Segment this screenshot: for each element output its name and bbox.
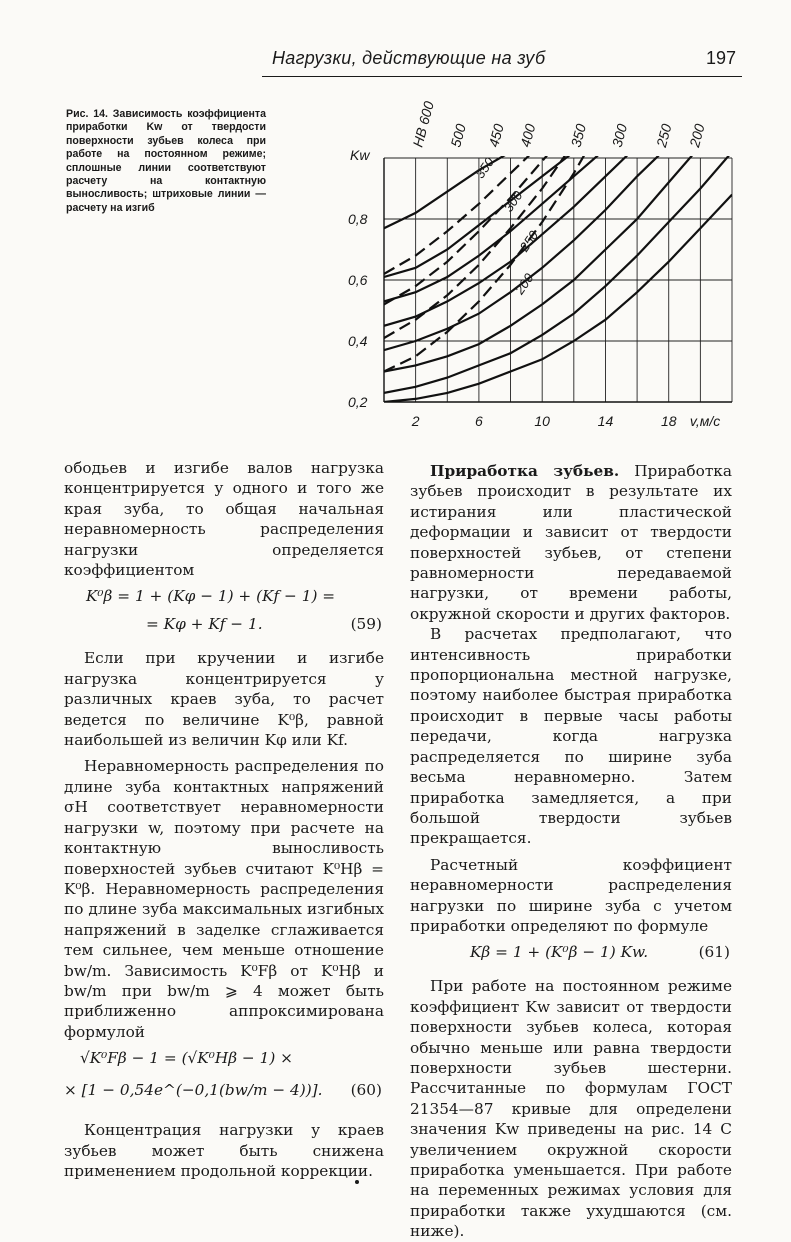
y-axis-label: Kw	[350, 147, 370, 163]
equation-60-line1	[64, 1048, 384, 1080]
right-paragraph-2: В расчетах предполагают, что интенсивность приработки пропорциональна местной нагрузке, поэтому наиболее быстрая приработка происходит в первые часы работы передачи, когда нагрузка распределяется по ширине зуба весьма неравномерно. Затем приработка замедляется, а при большой твердости зубьев прекращается.	[410, 625, 732, 848]
right-paragraph-4: При работе на постоянном режиме коэффициент Kw зависит от твердости поверхности зубьев колеса, которая обычно меньше или равна твердости поверхности зубьев шестерни. Рассчитанные по формулам ГОСТ 21354—87 кривые для определени значения Kw приведены на рис. 14 С увеличением окружной скорости приработка уменьшается. При работе на переменных режимах условия для приработки также ухудшаются (см. ниже).	[410, 977, 732, 1241]
x-axis-label: v,м/с	[689, 413, 721, 429]
equation-59-text-1: K⁰β = 1 + (Kφ − 1) + (Kf − 1) =	[86, 587, 336, 606]
left-paragraph-2: Если при кручении и изгибе нагрузка концентрируется у различных краев зуба, то расчет ведется по величине K⁰β, равной наибольшей из величин Kφ или Kf.	[64, 649, 384, 750]
x-tick-label: 2	[411, 413, 420, 429]
y-tick-label: 0,6	[348, 272, 368, 288]
chart-grid	[384, 158, 732, 402]
series-label-450: 450	[485, 122, 507, 149]
section-heading: Приработка зубьев.	[430, 462, 620, 480]
dashed-label-250: 250	[516, 227, 542, 255]
y-tick-label: 0,8	[348, 211, 368, 227]
x-tick-label: 18	[660, 413, 677, 429]
figure-caption: Рис. 14. Зависимость коэффициента приработки Kw от твердости поверхности зубьев колеса при работе на постоянном режиме; сплошные линии соответствуют расчету на контактную выносливость; штриховые линии — расчету на изгиб	[66, 108, 266, 214]
series-label-350: 350	[567, 122, 590, 149]
equation-61-text: Kβ = 1 + (K⁰β − 1) Kw.	[470, 943, 649, 962]
page-mark	[355, 1180, 359, 1184]
series-label-400: 400	[516, 122, 539, 149]
right-paragraph-1-body: Приработка зубьев происходит в результате их истирания или пластической деформации и зависит от твердости поверхностей зубьев, от степени равномерности передаваемой нагрузки, от времени работы, окружной скорости и других факторов.	[410, 462, 732, 623]
chart-curves	[384, 128, 732, 403]
solid-curve-200	[384, 195, 732, 402]
equation-61-number: (61)	[698, 943, 730, 962]
series-label-HB-600: HB 600	[409, 99, 437, 149]
series-label-500: 500	[447, 122, 469, 149]
running-title: Нагрузки, действующие на зуб	[272, 48, 546, 68]
equation-59-number: (59)	[350, 615, 382, 634]
right-paragraph-1	[410, 461, 732, 624]
left-paragraph-4: Концентрация нагрузки у краев зубьев может быть снижена применением продольной коррекции.	[64, 1121, 384, 1180]
series-label-300: 300	[608, 122, 631, 149]
left-paragraph-3: Неравномерность распределения по длине зуба контактных напряжений σH соответствует неравномерности нагрузки w, поэтому при расчете на контактную выносливость поверхностей зубьев считают K⁰Hβ = K⁰β. Неравномерность распределения по длине зуба максимальных изгибных напряжений в заделке сглаживается тем сильнее, чем меньше отношение bw/m. Зависимость K⁰Fβ от K⁰Hβ и bw/m при bw/m ⩾ 4 может быть приближенно аппроксимирована формулой	[64, 757, 384, 1041]
x-tick-label: 6	[475, 413, 483, 429]
equation-60-number: (60)	[350, 1081, 382, 1100]
equation-60-line2	[64, 1080, 384, 1120]
running-header	[262, 46, 742, 77]
equation-59-line1	[64, 586, 384, 614]
equation-60-text-2: × [1 − 0,54e^(−0,1(bw/m − 4))].	[64, 1081, 323, 1100]
x-tick-label: 10	[534, 413, 550, 429]
equation-59-line2	[64, 614, 384, 642]
series-label-200: 200	[686, 122, 708, 149]
solid-curve-250	[384, 152, 732, 393]
right-paragraph-3: Расчетный коэффициент неравномерности распределения нагрузки по ширине зуба с учетом приработки определяют по формуле	[410, 855, 732, 935]
x-tick-label: 14	[597, 413, 614, 429]
hardness-chart	[340, 90, 740, 435]
dashed-label-350: 350	[472, 154, 497, 182]
equation-61	[410, 942, 732, 970]
y-tick-label: 0,4	[348, 333, 368, 349]
dashed-curve-200	[384, 146, 590, 372]
page-number: 197	[705, 48, 736, 68]
chart-labels	[348, 99, 720, 429]
equation-59-text-2: = Kφ + Kf − 1.	[146, 615, 263, 634]
dashed-label-200: 200	[511, 270, 537, 297]
series-label-250: 250	[653, 122, 675, 149]
solid-curve-450	[384, 134, 621, 302]
dashed-label-300: 300	[500, 188, 526, 215]
y-tick-label: 0,2	[348, 394, 368, 410]
equation-60-text-1: √K⁰Fβ − 1 = (√K⁰Hβ − 1) ×	[80, 1049, 293, 1068]
right-column	[410, 461, 732, 1242]
left-column	[64, 458, 384, 1181]
left-paragraph-1: ободьев и изгибе валов нагрузка концентрируется у одного и того же края зуба, то общая начальная неравномерность распределения нагрузки определяется коэффициентом	[64, 459, 384, 580]
